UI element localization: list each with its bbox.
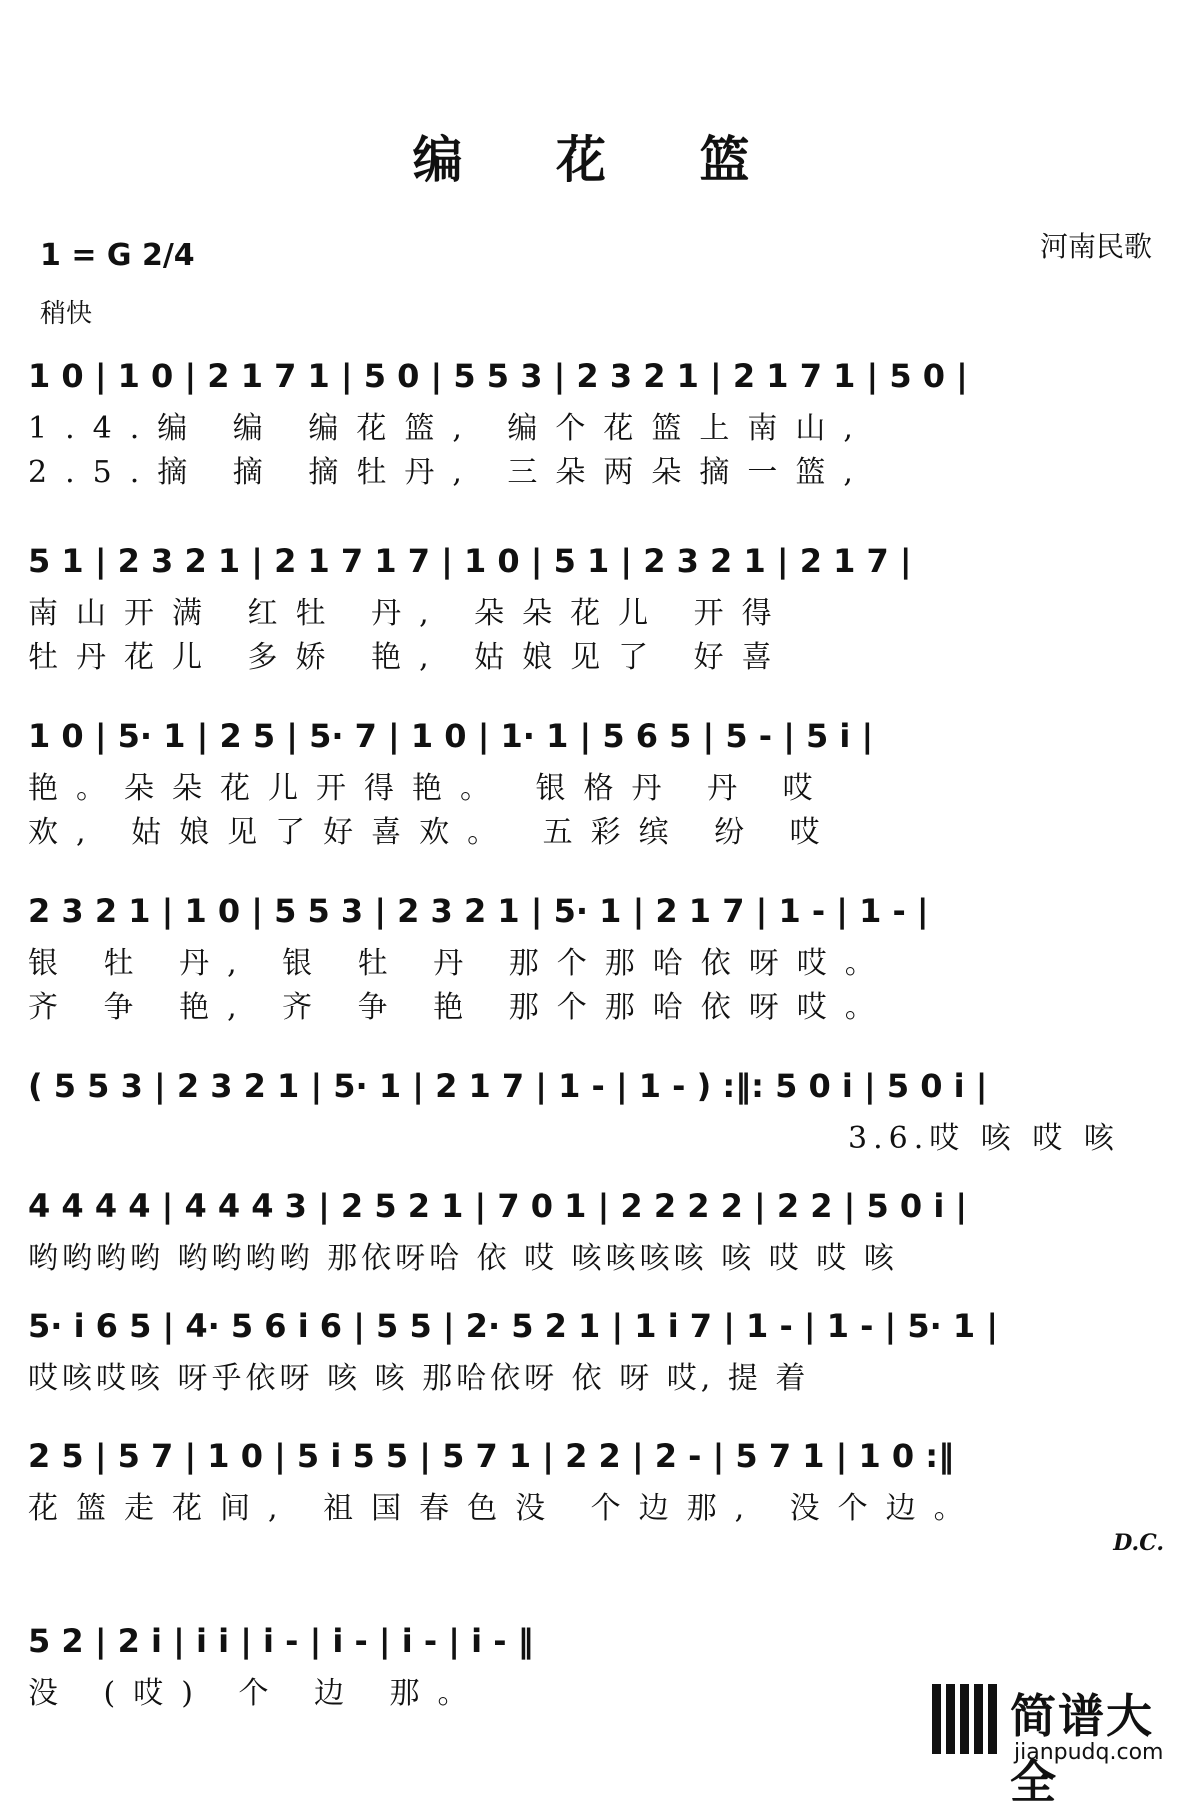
notation-line: 4 4 4 4 | 4 4 4 3 | 2 5 2 1 | 7 0 1 | 2 2 2 2 | 2 2 | 5 0 i |	[28, 1187, 968, 1225]
music-system-1	[28, 345, 1178, 495]
site-watermark	[932, 1680, 1172, 1809]
lyric-line: 齐 争 艳, 齐 争 艳 那个那哈依呀哎。	[28, 990, 893, 1025]
tempo-marking: 稍快	[40, 299, 93, 329]
notation-line: 1 0 | 5· 1 | 2 5 | 5· 7 | 1 0 | 1· 1 | 5 6 5 | 5 - | 5 i |	[28, 717, 874, 755]
piano-logo-icon	[932, 1684, 1002, 1754]
notation-line: 2 5 | 5 7 | 1 0 | 5 i 5 5 | 5 7 1 | 2 2 | 2 - | 5 7 1 | 1 0 :‖	[28, 1437, 955, 1475]
lyric-line: 欢, 姑娘见了好喜欢。 五彩缤 纷 哎	[28, 815, 838, 850]
notation-line: 5 1 | 2 3 2 1 | 2 1 7 1 7 | 1 0 | 5 1 | 2 3 2 1 | 2 1 7 |	[28, 542, 912, 580]
watermark-url: jianpudq.com	[1014, 1740, 1164, 1765]
lyric-line: 银 牡 丹, 银 牡 丹 那个那哈依呀哎。	[28, 946, 893, 981]
watermark-name: 简谱大全	[1010, 1689, 1154, 1809]
lyric-line: 1.4.编 编 编花篮, 编个花篮上南山,	[28, 411, 871, 446]
notation-line: ( 5 5 3 | 2 3 2 1 | 5· 1 | 2 1 7 | 1 - | 1 - ) :‖: 5 0 i | 5 0 i |	[28, 1067, 988, 1105]
lyric-line: 2.5.摘 摘 摘牡丹, 三朵两朵摘一篮,	[28, 455, 871, 490]
lyric-line: 3.6.哎 咳 哎 咳	[848, 1121, 1120, 1156]
notation-line: 5· i 6 5 | 4· 5 6 i 6 | 5 5 | 2· 5 2 1 | 1 i 7 | 1 - | 1 - | 5· 1 |	[28, 1307, 998, 1345]
music-system-5	[28, 1055, 1178, 1161]
lyric-line: 哟哟哟哟 哟哟哟哟 那依呀哈 依 哎 咳咳咳咳 咳 哎 哎 咳	[28, 1241, 898, 1276]
lyric-line: 没 (哎) 个 边 那。	[28, 1676, 486, 1711]
page-title: 编 花 篮	[412, 130, 788, 189]
lyric-line: 南山开满 红牡 丹, 朵朵花儿 开得	[28, 596, 790, 631]
lyric-line: 牡丹花儿 多娇 艳, 姑娘见了 好喜	[28, 640, 790, 675]
key-signature: 1 = G 2/4	[40, 238, 195, 273]
notation-line: 1 0 | 1 0 | 2 1 7 1 | 5 0 | 5 5 3 | 2 3 2 1 | 2 1 7 1 | 5 0 |	[28, 357, 968, 395]
lyric-line: 艳。朵朵花儿开得艳。 银格丹 丹 哎	[28, 771, 831, 806]
music-system-3	[28, 705, 1178, 855]
da-capo-mark: D.C.	[1113, 1530, 1164, 1556]
music-system-7	[28, 1295, 1178, 1401]
lyric-line: 哎咳哎咳 呀乎依呀 咳 咳 那哈依呀 依 呀 哎, 提 着	[28, 1361, 810, 1396]
lyric-line: 花篮走花间, 祖国春色没 个边那, 没个边。	[28, 1491, 982, 1526]
notation-line: 5 2 | 2 i | i i | i - | i - | i - | i - ‖	[28, 1622, 534, 1660]
notation-line: 2 3 2 1 | 1 0 | 5 5 3 | 2 3 2 1 | 5· 1 | 2 1 7 | 1 - | 1 - |	[28, 892, 929, 930]
music-system-2	[28, 530, 1178, 680]
music-system-4	[28, 880, 1178, 1030]
music-system-8	[28, 1425, 1178, 1531]
music-system-6	[28, 1175, 1178, 1281]
composer-label: 河南民歌	[1039, 230, 1152, 263]
